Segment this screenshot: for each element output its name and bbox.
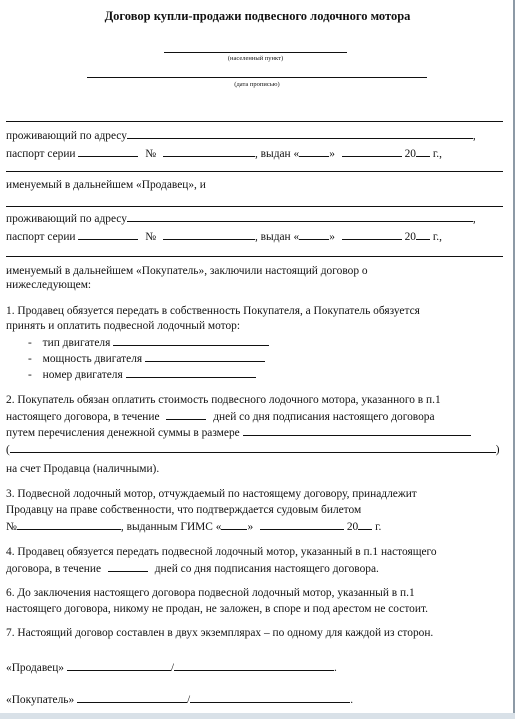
clause1-line1: 1. Продавец обязуется передать в собственность Покупателя, а Покупатель обязуется bbox=[6, 305, 420, 317]
seller-day-blank bbox=[299, 146, 329, 157]
ship-ticket-day-blank bbox=[221, 519, 247, 530]
clause2-line1: 2. Покупатель обязан оплатить стоимость подвесного лодочного мотора, указанного в п.1 bbox=[6, 394, 441, 406]
ship-ticket-month-blank bbox=[260, 519, 344, 530]
seller-signature-label: «Продавец» bbox=[6, 662, 64, 674]
buyer-signature-row: «Покупатель» / . bbox=[6, 694, 354, 706]
seller-series-blank bbox=[78, 146, 138, 157]
clause4-line1: 4. Продавец обязуется передать подвесной лодочный мотор, указанный в п.1 настоящего bbox=[6, 546, 437, 558]
buyer-name-line bbox=[6, 206, 503, 207]
clause1-item-power: - мощность двигателя bbox=[28, 351, 265, 366]
engine-power-label: мощность двигателя bbox=[42, 353, 143, 365]
seller-referred: именуемый в дальнейшем «Продавец», и bbox=[6, 179, 206, 191]
place-line bbox=[164, 52, 347, 53]
seller-year-suffix: г., bbox=[432, 148, 442, 160]
engine-type-blank bbox=[113, 335, 269, 346]
clause1-line2: принять и оплатить подвесной лодочный мотор: bbox=[6, 320, 241, 332]
clause6-line1: 6. До заключения настоящего договора подвесной лодочный мотор, указанный в п.1 bbox=[6, 587, 415, 599]
clause2-line4: ( ) bbox=[6, 444, 500, 456]
buyer-year-blank bbox=[416, 229, 430, 240]
payment-days-blank bbox=[166, 409, 206, 420]
seller-extra-line bbox=[6, 171, 503, 172]
clause6-line2: настоящего договора, никому не продан, не заложен, в споре и под арестом не состоит. bbox=[6, 603, 428, 615]
date-caption: (дата прописью) bbox=[234, 81, 280, 88]
seller-number-sign: № bbox=[145, 148, 157, 160]
clause4-line2: договора, в течение дней со дня подписания настоящего договора. bbox=[6, 563, 379, 575]
ship-ticket-number-blank bbox=[17, 519, 121, 530]
seller-passport-label: паспорт серии bbox=[6, 148, 76, 160]
buyer-referred-1: именуемый в дальнейшем «Покупатель», заключили настоящий договор о bbox=[6, 265, 368, 277]
transfer-days-blank bbox=[108, 561, 148, 572]
seller-issued-label: , выдан « bbox=[254, 148, 300, 160]
place-caption: (населенный пункт) bbox=[227, 55, 284, 62]
seller-signature-blank bbox=[67, 660, 171, 671]
document-title: Договор купли-продажи подвесного лодочного мотора bbox=[104, 9, 411, 23]
seller-number-blank bbox=[163, 146, 255, 157]
buyer-day-blank bbox=[299, 229, 329, 240]
engine-type-label: тип двигателя bbox=[42, 337, 111, 349]
clause2-line3: путем перечисления денежной суммы в размере bbox=[6, 425, 471, 440]
buyer-address-label: проживающий по адресу bbox=[6, 213, 127, 225]
payment-amount-blank bbox=[243, 425, 471, 436]
buyer-month-blank bbox=[342, 229, 402, 240]
buyer-passport-label: паспорт серии bbox=[6, 231, 76, 243]
seller-year-blank bbox=[416, 146, 430, 157]
seller-passport-row bbox=[6, 146, 442, 161]
buyer-number-blank bbox=[163, 229, 255, 240]
seller-name-line bbox=[6, 121, 503, 122]
clause7-line1: 7. Настоящий договор составлен в двух экземплярах – по одному для каждой из сторон. bbox=[6, 627, 434, 639]
buyer-year-prefix: 20 bbox=[404, 231, 416, 243]
seller-address-blank bbox=[127, 128, 473, 139]
clause3-line1: 3. Подвесной лодочный мотор, отчуждаемый по настоящему договору, принадлежит bbox=[6, 488, 417, 500]
buyer-extra-line bbox=[6, 256, 503, 257]
clause3-line3: № , выданным ГИМС « » 20 г. bbox=[6, 521, 382, 533]
clause2-line5: на счет Продавца (наличными). bbox=[6, 463, 160, 475]
seller-year-prefix: 20 bbox=[404, 148, 416, 160]
clause3-line2: Продавцу на праве собственности, что подтверждается судовым билетом bbox=[6, 504, 362, 516]
page-edge-bottom bbox=[0, 713, 515, 719]
date-line bbox=[87, 77, 427, 78]
seller-signature-row: «Продавец» / . bbox=[6, 662, 337, 674]
clause1-item-number: - номер двигателя bbox=[28, 367, 256, 382]
clause2-line2: настоящего договора, в течение дней со дня подписания настоящего договора bbox=[6, 411, 435, 423]
buyer-name-blank bbox=[190, 692, 350, 703]
payment-amount-words-blank bbox=[10, 442, 496, 453]
seller-quote-close: » bbox=[329, 148, 335, 160]
seller-name-blank bbox=[174, 660, 334, 671]
engine-number-blank bbox=[126, 367, 256, 378]
buyer-address-row: проживающий по адресу , bbox=[6, 213, 476, 225]
engine-power-blank bbox=[145, 351, 265, 362]
buyer-issued-label: , выдан « bbox=[254, 231, 300, 243]
clause1-item-type: - тип двигателя bbox=[28, 335, 269, 350]
buyer-signature-label: «Покупатель» bbox=[6, 694, 75, 706]
buyer-year-suffix: г., bbox=[432, 231, 442, 243]
buyer-number-sign: № bbox=[145, 231, 157, 243]
seller-month-blank bbox=[342, 146, 402, 157]
engine-number-label: номер двигателя bbox=[42, 369, 123, 381]
seller-address-row: проживающий по адресу , bbox=[6, 130, 476, 142]
buyer-signature-blank bbox=[77, 692, 187, 703]
seller-address-label: проживающий по адресу bbox=[6, 130, 127, 142]
buyer-series-blank bbox=[78, 229, 138, 240]
ship-ticket-year-blank bbox=[358, 519, 372, 530]
buyer-referred-2: нижеследующем: bbox=[6, 279, 92, 291]
buyer-passport-row bbox=[6, 229, 442, 244]
buyer-quote-close: » bbox=[329, 231, 335, 243]
buyer-address-blank bbox=[127, 211, 473, 222]
